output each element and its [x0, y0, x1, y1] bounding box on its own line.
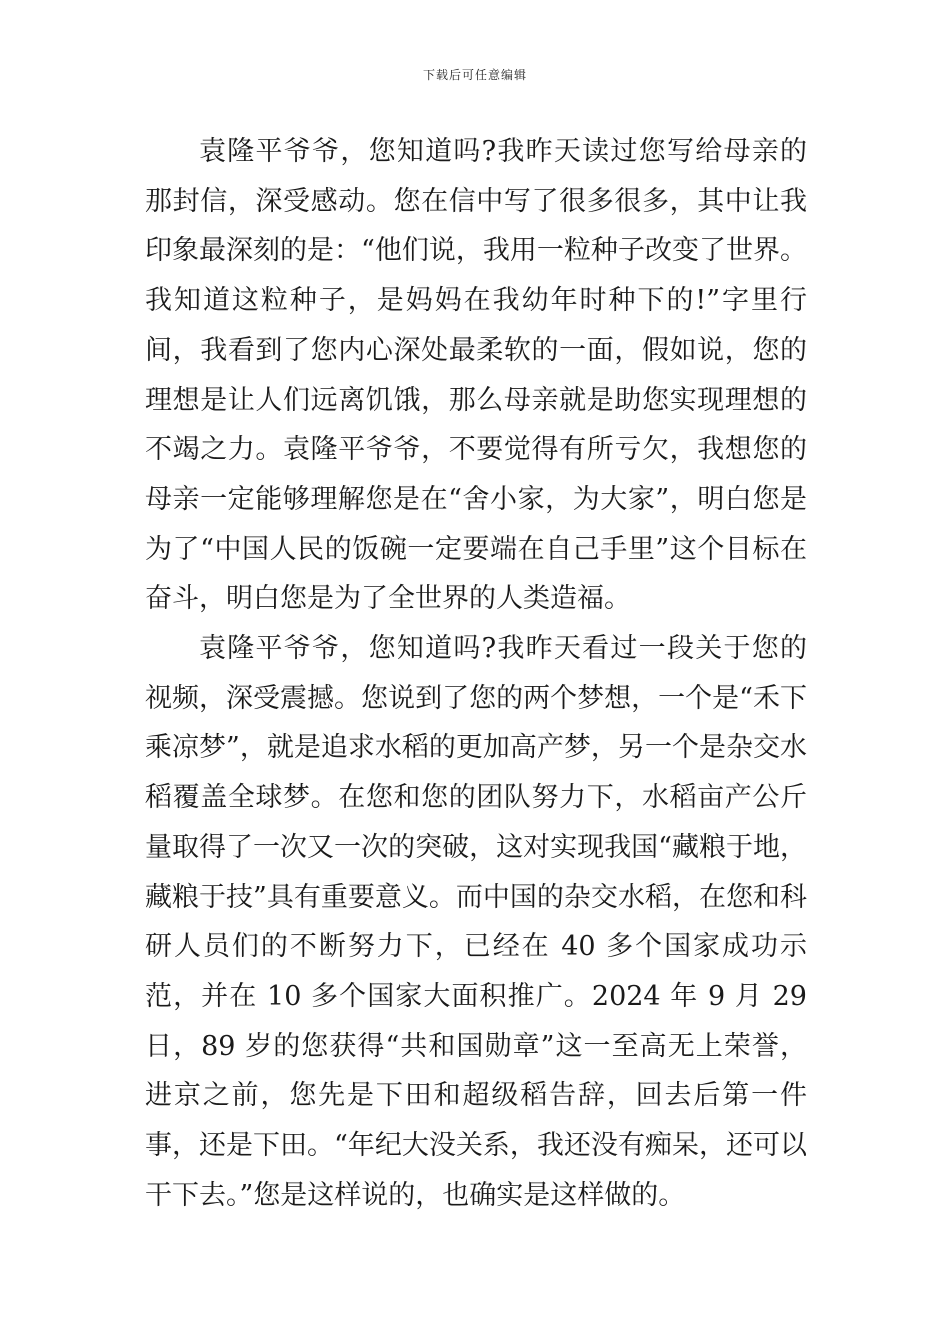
paragraph-2: 袁隆平爷爷，您知道吗?我昨天看过一段关于您的视频，深受震撼。您说到了您的两个梦想，一个是“禾下乘凉梦”，就是追求水稻的更加高产梦，另一个是杂交水稻覆盖全球梦。在您和您的团队努力下，水稻亩产公斤量取得了一次又一次的突破，这对实现我国“藏粮于地，藏粮于技”具有重要意义。而中国的杂交水稻，在您和科研人员们的不断努力下，已经在 40 多个国家成功示范，并在 10 多个国家大面积推广。2024 年 9 月 29 日，89 岁的您获得“共和国勋章”这一至高无上荣誉，进京之前，您先是下田和超级稻告辞，回去后第一件事，还是下田。“年纪大没关系，我还没有痴呆，还可以干下去。”您是这样说的，也确实是这样做的。 — [145, 633, 807, 1211]
document-body — [145, 127, 807, 1220]
paragraph-1: 袁隆平爷爷，您知道吗?我昨天读过您写给母亲的那封信，深受感动。您在信中写了很多很多，其中让我印象最深刻的是：“他们说，我用一粒种子改变了世界。我知道这粒种子，是妈妈在我幼年时种下的!”字里行间，我看到了您内心深处最柔软的一面，假如说，您的理想是让人们远离饥饿，那么母亲就是助您实现理想的不竭之力。袁隆平爷爷，不要觉得有所亏欠，我想您的母亲一定能够理解您是在“舍小家，为大家”，明白您是为了“中国人民的饭碗一定要端在自己手里”这个目标在奋斗，明白您是为了全世界的人类造福。 — [145, 136, 807, 615]
page-header: 下载后可任意编辑 — [422, 68, 527, 82]
